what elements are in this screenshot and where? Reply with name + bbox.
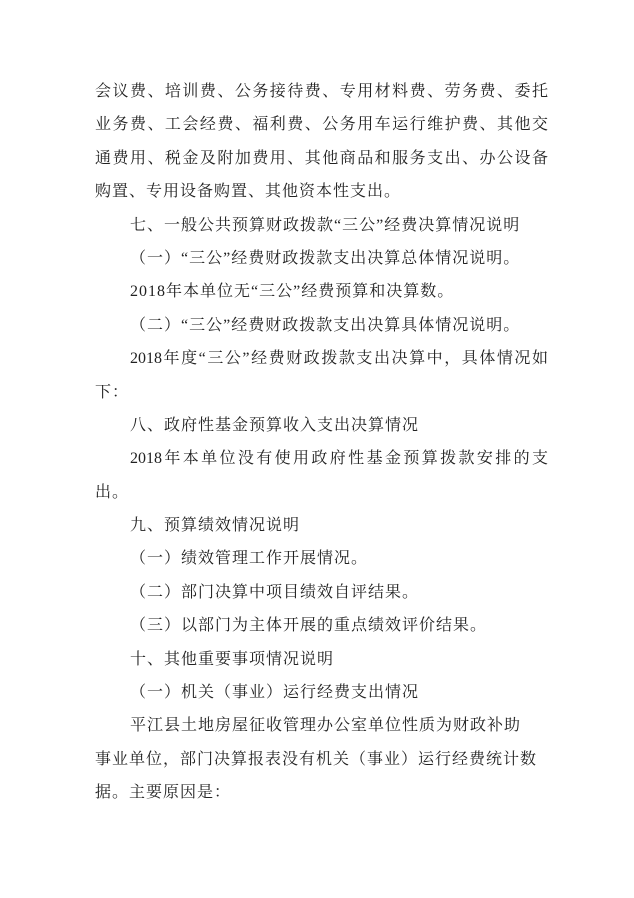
heading-section-9: 九、预算绩效情况说明 [130, 517, 301, 535]
document-body-text [95, 75, 548, 810]
subheading-9-3: （三）以部门为主体开展的重点绩效评价结果。 [130, 617, 488, 635]
subheading-7-2: （二）“三公”经费财政拨款支出决算具体情况说明。 [130, 316, 521, 334]
subheading-9-2: （二）部门决算中项目绩效自评结果。 [130, 583, 420, 601]
heading-section-8: 八、政府性基金预算收入支出决算情况 [130, 416, 420, 434]
para-expense-items-line-3: 通费用、税金及附加费用、其他商品和服务支出、办公设备 [95, 149, 548, 167]
para-operating-cost-line-2: 事业单位，部门决算报表没有机关（事业）运行经费统计数 [95, 750, 538, 768]
para-no-sangong-budget: 2018年本单位无“三公”经费预算和决算数。 [130, 283, 455, 301]
para-expense-items-line-4: 购置、专用设备购置、其他资本性支出。 [95, 183, 402, 201]
subheading-10-1: （一）机关（事业）运行经费支出情况 [130, 684, 420, 702]
para-operating-cost-line-3: 据。主要原因是： [95, 784, 232, 802]
heading-section-7: 七、一般公共预算财政拨款“三公”经费决算情况说明 [130, 216, 521, 234]
para-sangong-detail-line-1: 2018年度“三公”经费财政拨款支出决算中，具体情况如 [130, 350, 548, 368]
heading-section-10: 十、其他重要事项情况说明 [130, 650, 335, 668]
subheading-7-1: （一）“三公”经费财政拨款支出决算总体情况说明。 [130, 249, 521, 267]
para-expense-items-line-2: 业务费、工会经费、福利费、公务用车运行维护费、其他交 [95, 116, 548, 134]
subheading-9-1: （一）绩效管理工作开展情况。 [130, 550, 369, 568]
para-sangong-detail-line-2: 下： [95, 383, 130, 401]
para-operating-cost-line-1: 平江县土地房屋征收管理办公室单位性质为财政补助 [130, 717, 522, 735]
para-expense-items-line-1: 会议费、培训费、公务接待费、专用材料费、劳务费、委托 [95, 83, 548, 100]
para-govfund-line-1: 2018年本单位没有使用政府性基金预算拨款安排的支 [130, 450, 548, 468]
para-govfund-line-2: 出。 [95, 483, 130, 501]
